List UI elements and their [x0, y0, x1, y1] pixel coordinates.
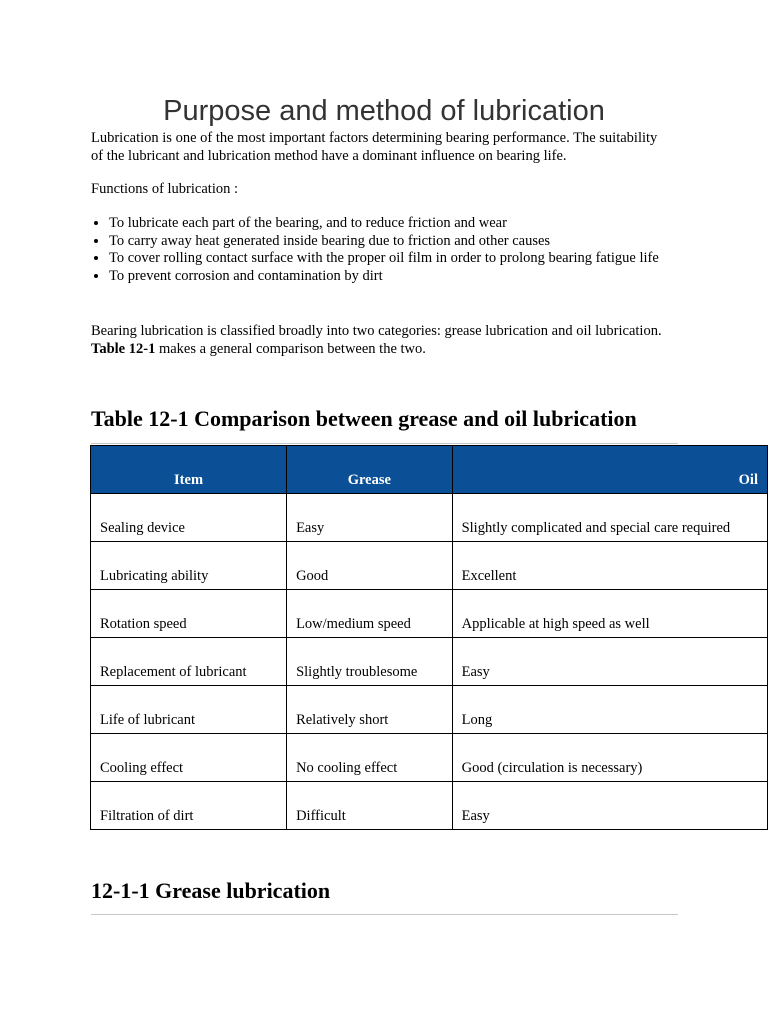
section-divider — [91, 914, 678, 915]
header-item: Item — [91, 446, 287, 494]
cell-grease: Relatively short — [287, 686, 453, 734]
table-row — [91, 782, 768, 830]
list-item: • To carry away heat generated inside bearing due to friction and other causes — [109, 233, 674, 251]
functions-label: Functions of lubrication : — [91, 181, 238, 197]
classification-text-end: makes a general comparison between the two. — [155, 341, 426, 357]
page-title: Purpose and method of lubrication — [163, 95, 605, 127]
table-reference: Table 12-1 — [91, 341, 156, 357]
cell-oil: Easy — [452, 638, 767, 686]
cell-oil: Applicable at high speed as well — [452, 590, 767, 638]
cell-grease: Low/medium speed — [287, 590, 453, 638]
heading-divider — [91, 443, 678, 444]
section-heading: 12-1-1 Grease lubrication — [91, 878, 331, 903]
cell-grease: Slightly troublesome — [287, 638, 453, 686]
table-row — [91, 494, 768, 542]
cell-grease: Difficult — [287, 782, 453, 830]
table-row — [91, 686, 768, 734]
cell-oil: Excellent — [452, 542, 767, 590]
classification-text: Bearing lubrication is classified broadly into two categories: grease lubrication and oil lubrication. — [91, 323, 662, 339]
table-row — [91, 638, 768, 686]
header-grease: Grease — [287, 446, 453, 494]
cell-item: Lubricating ability — [91, 542, 287, 590]
classification-paragraph — [91, 322, 671, 358]
table-row — [91, 734, 768, 782]
list-item: • To cover rolling contact surface with the proper oil film in order to prolong bearing fatigue life — [109, 250, 674, 268]
list-item: • To lubricate each part of the bearing, and to reduce friction and wear — [109, 215, 674, 233]
table-heading: Table 12-1 Comparison between grease and oil lubrication — [91, 406, 637, 431]
cell-oil: Good (circulation is necessary) — [452, 734, 767, 782]
cell-oil: Long — [452, 686, 767, 734]
cell-item: Life of lubricant — [91, 686, 287, 734]
table-row — [91, 590, 768, 638]
table-row — [91, 542, 768, 590]
cell-oil: Easy — [452, 782, 767, 830]
cell-item: Filtration of dirt — [91, 782, 287, 830]
list-item: • To prevent corrosion and contamination by dirt — [109, 268, 674, 286]
cell-item: Sealing device — [91, 494, 287, 542]
cell-oil: Slightly complicated and special care required — [452, 494, 767, 542]
intro-paragraph: Lubrication is one of the most important factors determining bearing performance. The suitability of the lubricant and lubrication method have a dominant influence on bearing life. — [91, 130, 658, 164]
table-header-row — [91, 446, 768, 494]
functions-list — [91, 215, 674, 285]
comparison-table — [90, 445, 768, 830]
cell-grease: Good — [287, 542, 453, 590]
cell-item: Replacement of lubricant — [91, 638, 287, 686]
cell-item: Cooling effect — [91, 734, 287, 782]
header-oil: Oil — [452, 446, 767, 494]
cell-grease: No cooling effect — [287, 734, 453, 782]
cell-grease: Easy — [287, 494, 453, 542]
cell-item: Rotation speed — [91, 590, 287, 638]
